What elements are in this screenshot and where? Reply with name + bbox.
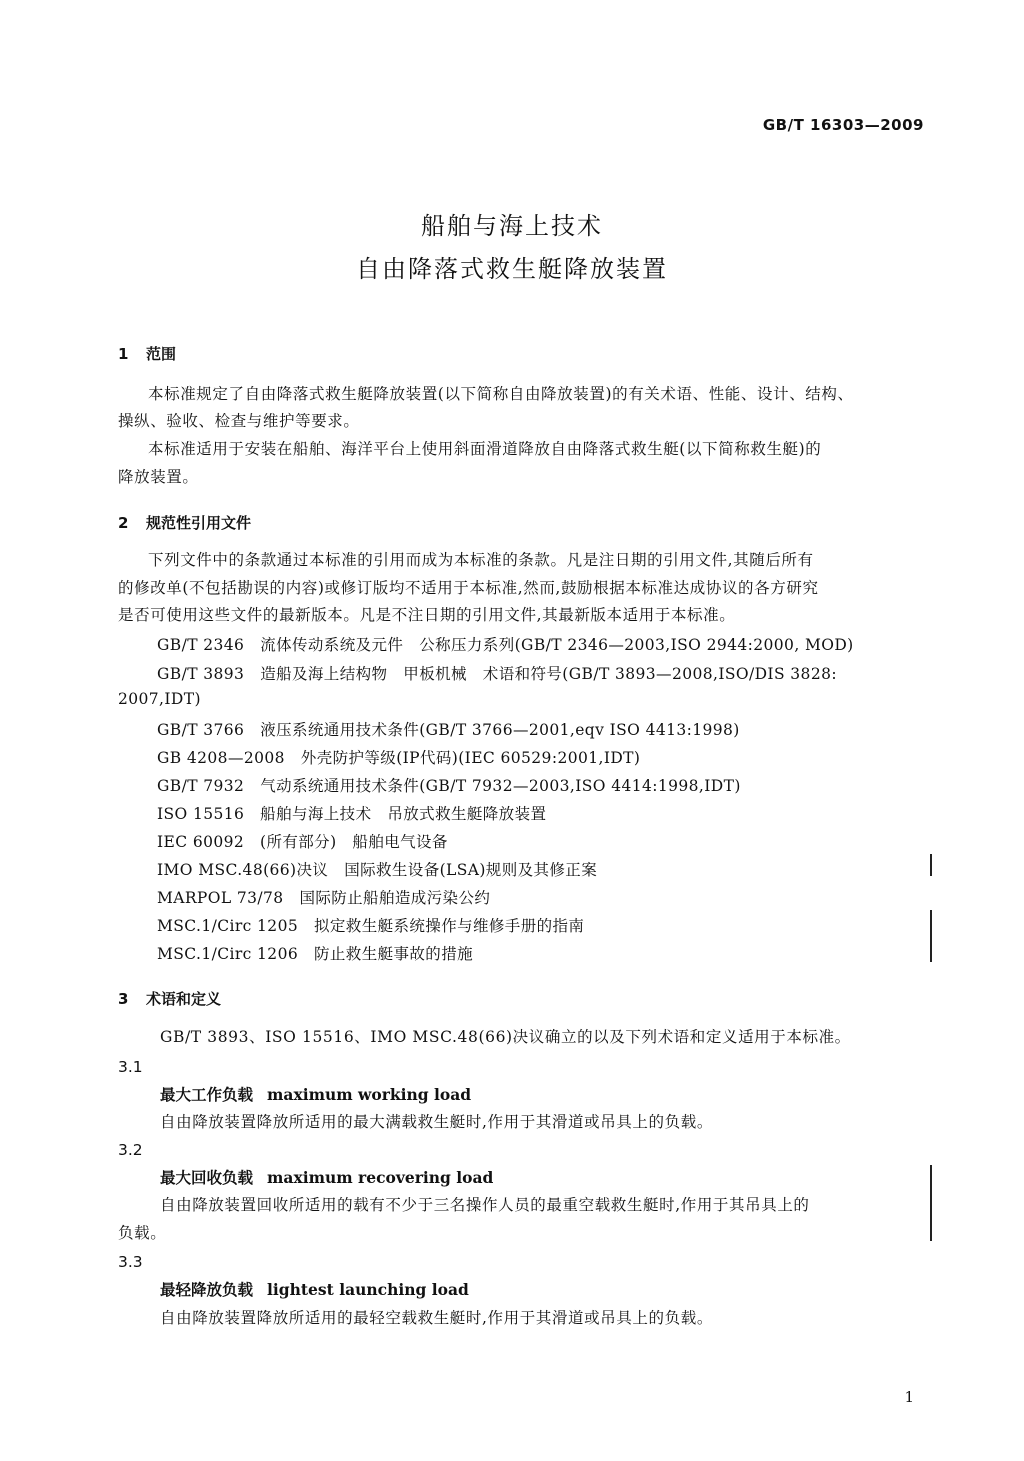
standard-code: GB/T 16303—2009	[762, 116, 924, 134]
section-number: 2	[118, 514, 129, 532]
revision-bar	[930, 1165, 932, 1241]
term-heading	[160, 1166, 493, 1188]
revision-bar	[930, 854, 932, 876]
term-zh: 最大工作负载	[160, 1086, 254, 1104]
section-title: 规范性引用文件	[146, 514, 252, 532]
paragraph-line: 的修改单(不包括勘误的内容)或修订版均不适用于本标准,然而,鼓励根据本标准达成协议的各方研究	[118, 579, 819, 597]
term-definition: 自由降放装置降放所适用的最大满载救生艇时,作用于其滑道或吊具上的负载。	[160, 1113, 713, 1131]
reference-entry: IEC 60092 (所有部分) 船舶电气设备	[157, 833, 448, 851]
section-number: 3	[118, 990, 129, 1008]
term-heading	[160, 1278, 469, 1300]
revision-bar	[930, 910, 932, 962]
paragraph-line: 是否可使用这些文件的最新版本。凡是不注日期的引用文件,其最新版本适用于本标准。	[118, 606, 736, 624]
section-title: 范围	[146, 345, 177, 363]
term-number: 3.3	[118, 1253, 143, 1271]
reference-entry: MSC.1/Circ 1206 防止救生艇事故的措施	[157, 945, 473, 963]
term-zh: 最轻降放负载	[160, 1281, 254, 1299]
section-title: 术语和定义	[146, 990, 222, 1008]
term-number: 3.1	[118, 1058, 143, 1076]
paragraph-line: 下列文件中的条款通过本标准的引用而成为本标准的条款。凡是注日期的引用文件,其随后所有	[148, 551, 814, 569]
term-en: maximum recovering load	[267, 1168, 494, 1187]
reference-entry-continued: 2007,IDT)	[118, 690, 201, 708]
reference-entry: GB/T 3766 液压系统通用技术条件(GB/T 3766—2001,eqv ISO 4413:1998)	[157, 721, 740, 739]
reference-entry: MARPOL 73/78 国际防止船舶造成污染公约	[157, 889, 491, 907]
section-2-heading	[118, 512, 251, 533]
paragraph-line: 降放装置。	[118, 468, 199, 486]
reference-entry: MSC.1/Circ 1205 拟定救生艇系统操作与维修手册的指南	[157, 917, 585, 935]
title-line-2: 自由降落式救生艇降放装置	[356, 255, 668, 283]
reference-entry: IMO MSC.48(66)决议 国际救生设备(LSA)规则及其修正案	[157, 861, 598, 879]
term-en: maximum working load	[267, 1085, 472, 1104]
reference-entry: GB/T 2346 流体传动系统及元件 公称压力系列(GB/T 2346—2003,ISO 2944:2000, MOD)	[157, 636, 854, 654]
term-number: 3.2	[118, 1141, 143, 1159]
paragraph-line: 本标准适用于安装在船舶、海洋平台上使用斜面滑道降放自由降落式救生艇(以下简称救生艇)的	[148, 440, 822, 458]
page-number: 1	[904, 1388, 914, 1406]
paragraph-line: 操纵、验收、检查与维护等要求。	[118, 412, 360, 430]
term-definition: 自由降放装置回收所适用的载有不少于三名操作人员的最重空载救生艇时,作用于其吊具上的	[160, 1196, 810, 1214]
reference-entry: GB/T 3893 造船及海上结构物 甲板机械 术语和符号(GB/T 3893—2008,ISO/DIS 3828:	[157, 665, 837, 683]
reference-entry: ISO 15516 船舶与海上技术 吊放式救生艇降放装置	[157, 805, 547, 823]
paragraph-line: GB/T 3893、ISO 15516、IMO MSC.48(66)决议确立的以及下列术语和定义适用于本标准。	[160, 1028, 851, 1046]
term-en: lightest launching load	[267, 1280, 469, 1299]
title-line-1: 船舶与海上技术	[421, 212, 603, 240]
section-1-heading	[118, 343, 176, 364]
term-zh: 最大回收负载	[160, 1169, 254, 1187]
term-definition: 自由降放装置降放所适用的最轻空载救生艇时,作用于其滑道或吊具上的负载。	[160, 1309, 713, 1327]
reference-entry: GB/T 7932 气动系统通用技术条件(GB/T 7932—2003,ISO 4414:1998,IDT)	[157, 777, 741, 795]
section-number: 1	[118, 345, 129, 363]
reference-entry: GB 4208—2008 外壳防护等级(IP代码)(IEC 60529:2001,IDT)	[157, 749, 641, 767]
paragraph-line: 本标准规定了自由降落式救生艇降放装置(以下简称自由降放装置)的有关术语、性能、设计、结构、	[148, 385, 854, 403]
term-definition-continued: 负载。	[118, 1224, 167, 1242]
section-3-heading	[118, 988, 221, 1009]
term-heading	[160, 1083, 471, 1105]
